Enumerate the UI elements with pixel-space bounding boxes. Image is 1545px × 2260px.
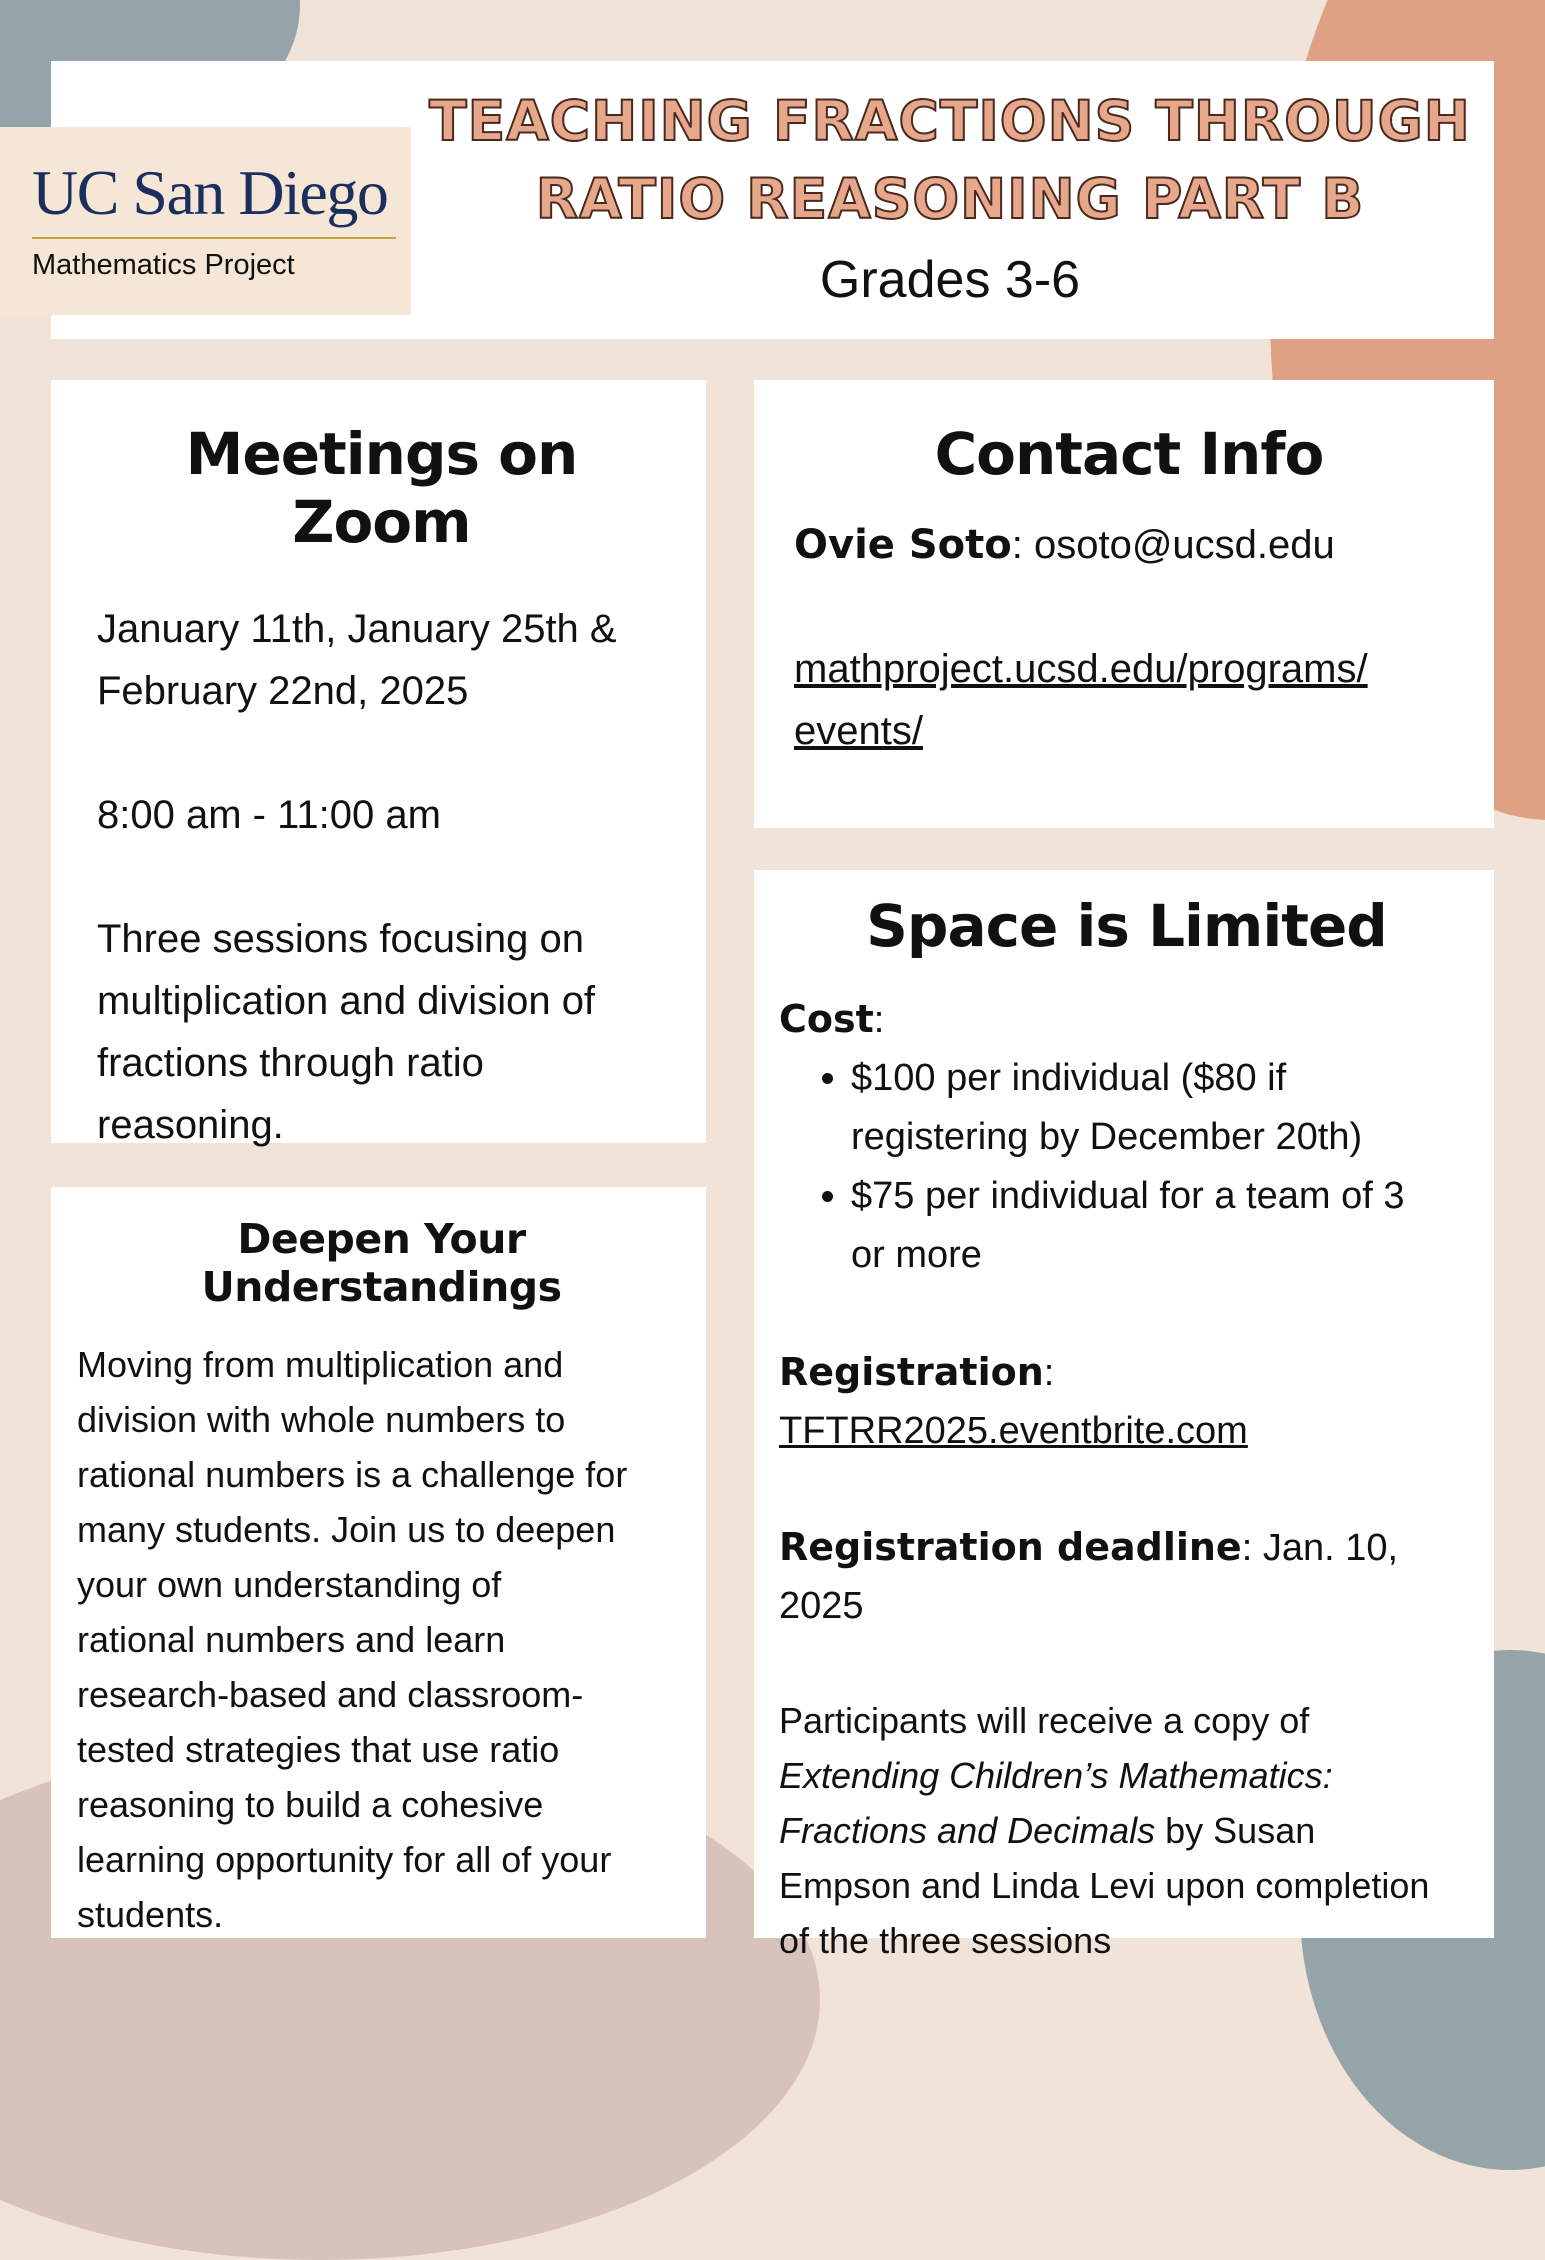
registration-label-line: Registration: (779, 1350, 1055, 1394)
deepen-heading: Deepen Your Understandings (201, 1215, 562, 1311)
logo-divider (32, 237, 396, 239)
deepen-line-5: your own understanding of (77, 1564, 502, 1605)
cost-item-individual: • $100 per individual ($80 if registering by December 20th) (851, 1049, 1474, 1167)
registration-link[interactable]: TFTRR2025.eventbrite.com (779, 1410, 1248, 1452)
meetings-heading: Meetings on Zoom (185, 420, 578, 556)
contact-name: Ovie Soto (794, 522, 1012, 568)
contact-line (794, 514, 1464, 576)
contact-card (754, 380, 1494, 828)
deepen-card (51, 1187, 706, 1938)
space-heading: Space is Limited (866, 892, 1387, 960)
book-title-line-1: Extending Children’s Mathematics: (779, 1755, 1333, 1796)
meeting-dates-line-1: January 11th, January 25th & (97, 607, 617, 651)
meetings-card (51, 380, 706, 1147)
meeting-time: 8:00 am - 11:00 am (97, 793, 441, 837)
deadline-value: : Jan. 10, 2025 (779, 1527, 1399, 1627)
cost-label: Cost (779, 997, 874, 1041)
deadline-line (779, 1518, 1474, 1635)
meeting-description-line-2: multiplication and division of (97, 979, 596, 1023)
events-link-line-1: mathproject.ucsd.edu/programs/ (794, 647, 1368, 691)
contact-heading: Contact Info (934, 420, 1324, 488)
cost-list (779, 1049, 1474, 1285)
space-details (779, 990, 1474, 1968)
deepen-line-9: reasoning to build a cohesive (77, 1784, 544, 1825)
deepen-line-6: rational numbers and learn (77, 1619, 506, 1660)
logo-wordmark: UC San Diego (32, 157, 388, 228)
meeting-dates-line-2: February 22nd, 2025 (97, 669, 469, 713)
meeting-description-line-3: fractions through ratio (97, 1041, 484, 1085)
book-title-line-2: Fractions and Decimals (779, 1810, 1156, 1851)
space-limited-card (754, 870, 1494, 1961)
deepen-line-4: many students. Join us to deepen (77, 1509, 616, 1550)
events-link-line-2: events/ (794, 709, 923, 753)
page-title (420, 82, 1480, 238)
deepen-line-7: research-based and classroom- (77, 1674, 584, 1715)
deepen-line-1: Moving from multiplication and (77, 1344, 564, 1385)
deepen-line-2: division with whole numbers to (77, 1399, 566, 1440)
grades-subtitle: Grades 3-6 (819, 251, 1081, 309)
title-line-1: TEACHING FRACTIONS THROUGH (429, 89, 1471, 153)
meeting-description-line-1: Three sessions focusing on (97, 917, 584, 961)
cost-label-line: Cost: (779, 997, 885, 1041)
events-link[interactable] (794, 638, 1464, 762)
deepen-line-8: tested strategies that use ratio (77, 1729, 560, 1770)
logo-subtitle: Mathematics Project (32, 249, 295, 281)
registration-label: Registration (779, 1350, 1044, 1394)
deadline-label: Registration deadline (779, 1525, 1242, 1569)
deepen-line-10: learning opportunity for all of your (77, 1839, 612, 1880)
deepen-line-3: rational numbers is a challenge for (77, 1454, 628, 1495)
contact-email[interactable]: : osoto@ucsd.edu (1011, 523, 1335, 567)
deepen-body (77, 1337, 686, 1942)
uc-san-diego-logo (0, 127, 411, 315)
contact-details (794, 514, 1464, 762)
title-line-2: RATIO REASONING PART B (535, 167, 1365, 231)
meeting-description-line-4: reasoning. (97, 1103, 284, 1147)
participants-note: Participants will receive a copy of Extending Children’s Mathematics: Fractions and Decimals by Susan Empson and Linda Levi upon completion of the three sessions (779, 1700, 1430, 1961)
cost-item-team: • $75 per individual for a team of 3 or more (851, 1167, 1474, 1285)
deepen-line-11: students. (77, 1894, 224, 1935)
meetings-details (97, 598, 666, 1156)
